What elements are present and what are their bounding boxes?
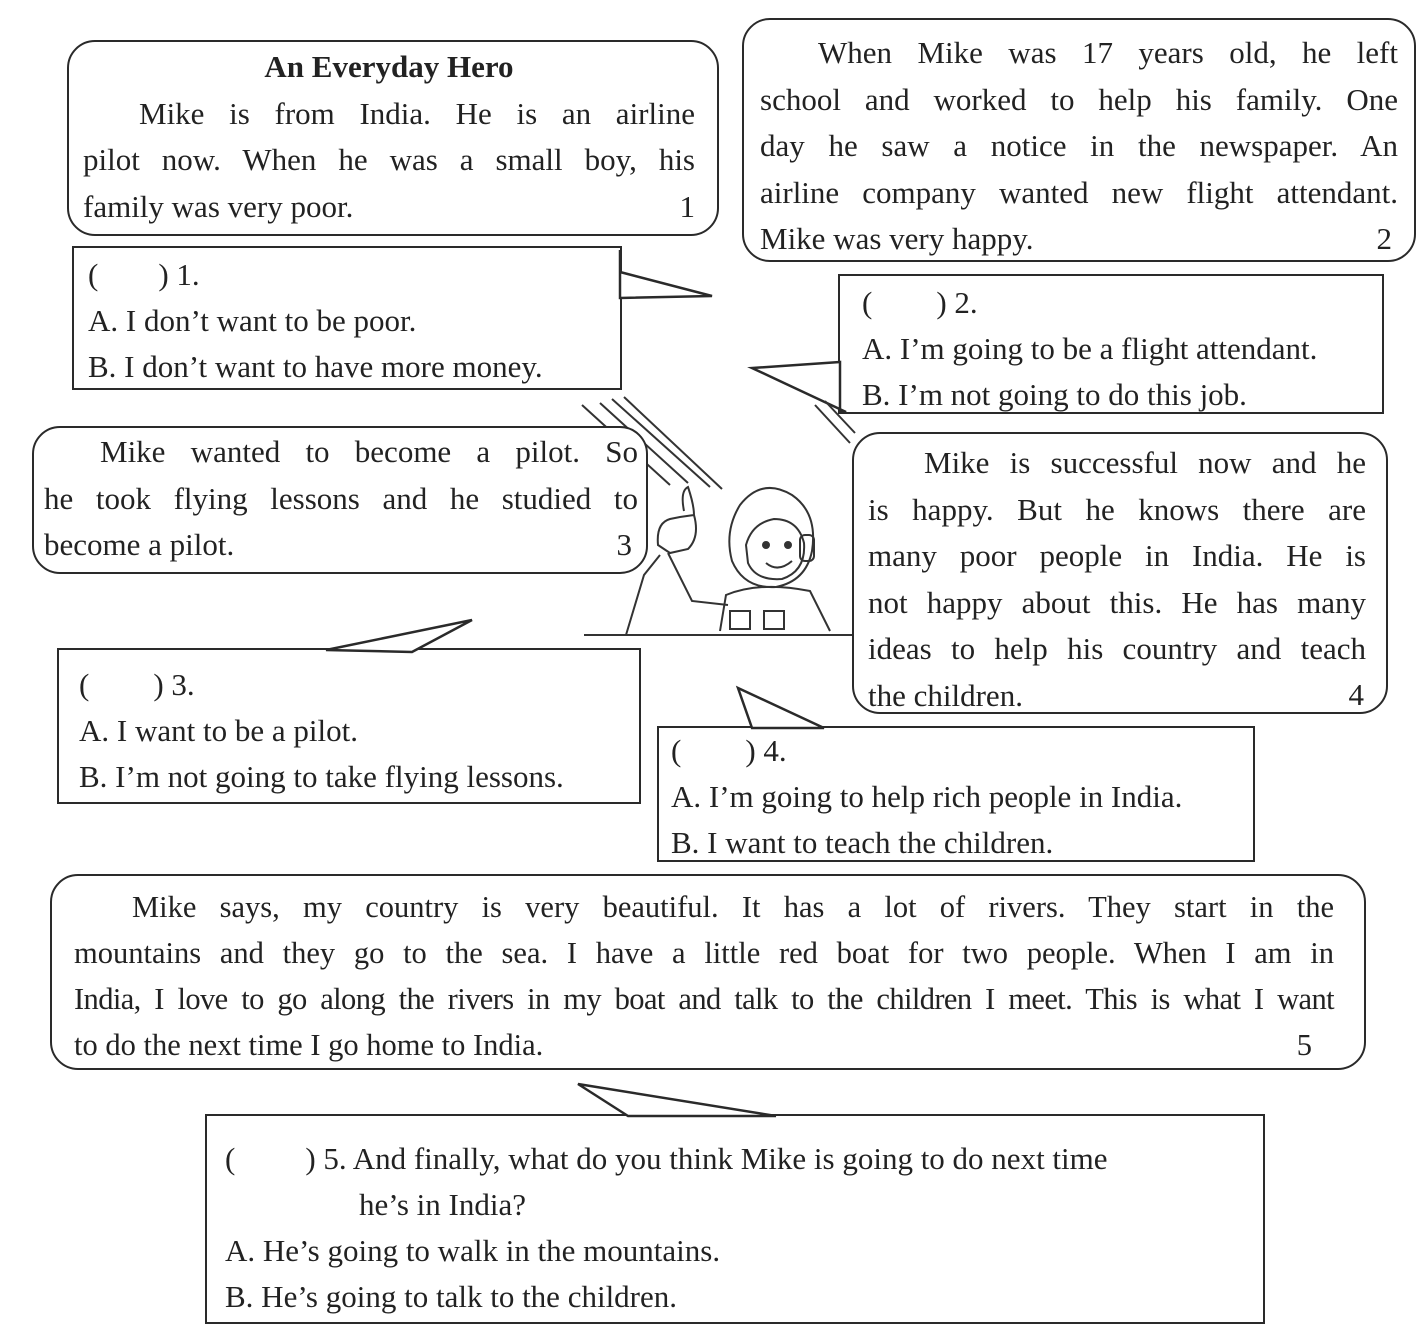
passage-number: 5: [1296, 1028, 1312, 1062]
passage-line: India, I love to go along the rivers in my boat and talk to the children I meet. This is what I want: [74, 982, 1334, 1016]
option-b[interactable]: B. I don’t want to have more money.: [88, 349, 543, 384]
passage-line: mountains and they go to the sea. I have a little red boat for two people. When I am in: [74, 936, 1334, 970]
option-b[interactable]: B. I want to teach the children.: [671, 825, 1054, 860]
question-number: ) 3.: [153, 667, 195, 702]
answer-paren[interactable]: (: [671, 733, 682, 768]
answer-paren[interactable]: (: [88, 257, 99, 292]
passage-line: Mike was very happy.: [760, 221, 1034, 256]
option-b[interactable]: B. I’m not going to take flying lessons.: [79, 759, 564, 794]
answer-paren[interactable]: (: [225, 1141, 236, 1176]
answer-paren[interactable]: (: [862, 285, 873, 320]
passage-line: the children.: [868, 677, 1023, 713]
question-text: ) 5. And finally, what do you think Mike is going to do next time: [305, 1141, 1108, 1176]
passage-number: 2: [1376, 221, 1392, 256]
question-number: ) 1.: [158, 257, 200, 292]
passage-line: Mike is from India. He is an airline: [139, 95, 695, 131]
passage-line: many poor people in India. He is: [868, 538, 1366, 573]
passage-line: Mike wanted to become a pilot. So: [100, 434, 638, 469]
question-number: ) 2.: [936, 285, 978, 320]
passage-number: 1: [679, 189, 695, 224]
option-a[interactable]: A. I’m going to help rich people in India.: [671, 779, 1183, 814]
passage-line: Mike is successful now and he: [924, 445, 1366, 480]
passage-line: not happy about this. He has many: [868, 584, 1366, 620]
passage-line: pilot now. When he was a small boy, his: [83, 142, 695, 177]
option-b[interactable]: B. I’m not going to do this job.: [862, 377, 1247, 412]
passage-line: family was very poor.: [83, 188, 354, 224]
passage-line: airline company wanted new flight attendant.: [760, 174, 1398, 210]
option-a[interactable]: A. I want to be a pilot.: [79, 713, 358, 748]
passage-line: When Mike was 17 years old, he left: [818, 35, 1398, 70]
passage-number: 3: [616, 527, 632, 562]
passage-line: he took flying lessons and he studied to: [44, 480, 638, 516]
passage-line: Mike says, my country is very beautiful. It has a lot of rivers. They start in the: [132, 890, 1334, 924]
option-b[interactable]: B. He’s going to talk to the children.: [225, 1279, 678, 1314]
passage-line: become a pilot.: [44, 527, 235, 562]
passage-number: 4: [1348, 677, 1364, 712]
option-a[interactable]: A. I don’t want to be poor.: [88, 303, 417, 338]
option-a[interactable]: A. I’m going to be a flight attendant.: [862, 331, 1318, 366]
passage-line: to do the next time I go home to India.: [74, 1028, 544, 1062]
option-a[interactable]: A. He’s going to walk in the mountains.: [225, 1233, 721, 1268]
question-number: ) 4.: [745, 733, 787, 768]
answer-paren[interactable]: (: [79, 667, 90, 702]
passage-line: day he saw a notice in the newspaper. An: [760, 128, 1398, 163]
passage-line: is happy. But he knows there are: [868, 491, 1366, 527]
question-text-continued: he’s in India?: [359, 1187, 527, 1222]
passage-line: school and worked to help his family. One: [760, 81, 1398, 117]
story-title: An Everyday Hero: [264, 49, 514, 84]
passage-line: ideas to help his country and teach: [868, 631, 1366, 666]
